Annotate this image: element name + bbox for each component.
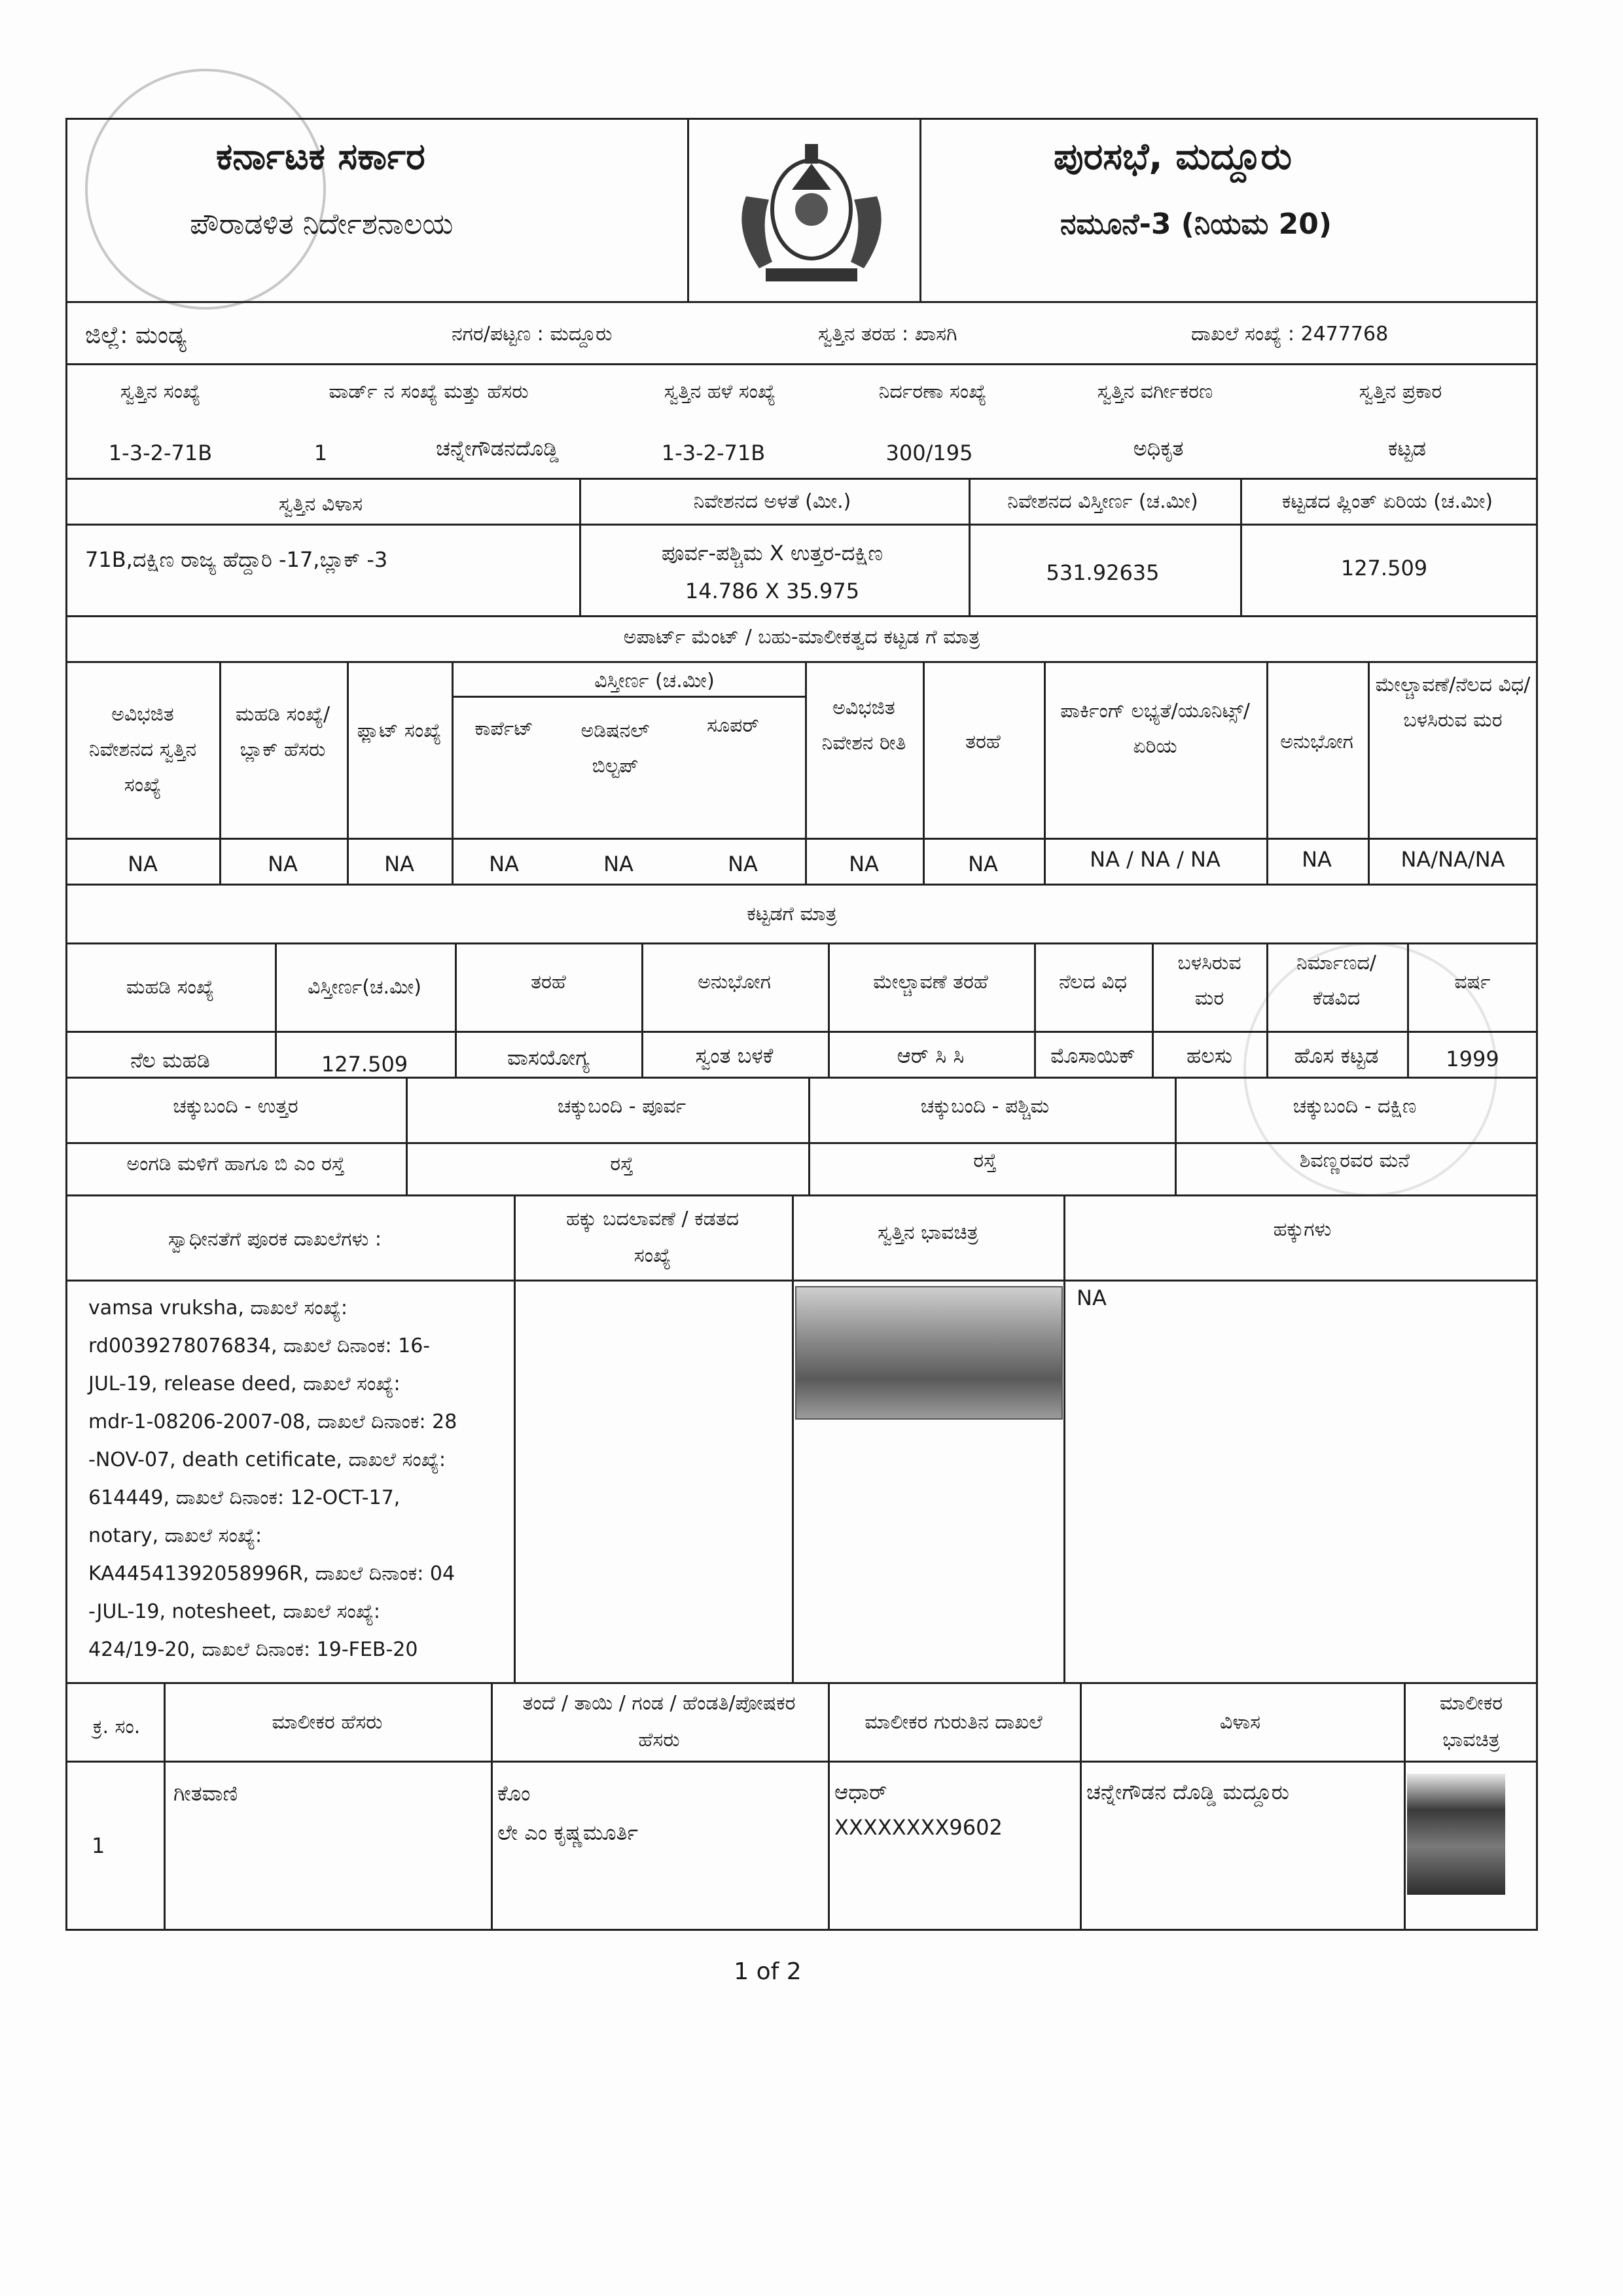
- bld-value-flooring: ಮೊಸಾಯಿಕ್: [1050, 1043, 1135, 1068]
- owner-header-photo: ಮಾಲೀಕರ ಭಾವಚಿತ್ರ: [1439, 1692, 1503, 1751]
- apt-header-type: ತರಹೆ: [965, 730, 1001, 753]
- classification: ಅಧಿಕೃತ: [1133, 436, 1184, 461]
- document-line: -JUL-19, notesheet, ದಾಖಲೆ ಸಂಖ್ಯೆ:: [88, 1600, 381, 1623]
- rights-header-change: ಹಕ್ಕು ಬದಲಾವಣೆ / ಕಡತದ ಸಂಖ್ಯೆ: [565, 1208, 740, 1267]
- rights-header-photo: ಸ್ವತ್ತಿನ ಭಾವಚಿತ್ರ: [878, 1221, 978, 1244]
- property-type: ಸ್ವತ್ತಿನ ತರಹ : ಖಾಸಗಿ: [818, 323, 957, 346]
- bld-value-roof: ಆರ್ ಸಿ ಸಿ: [897, 1043, 965, 1068]
- owner-id-number: XXXXXXXX9602: [834, 1815, 1003, 1840]
- district: ಜಿಲ್ಲೆ: ಮಂಡ್ಯ: [85, 322, 187, 349]
- rights-header-rights: ಹಕ್ಕುಗಳು: [1273, 1218, 1332, 1241]
- apt-value-carpet: NA: [489, 852, 519, 876]
- bld-header-floor: ಮಹಡಿ ಸಂಖ್ಯೆ: [126, 976, 215, 999]
- boundary-header-east: ಚಕ್ಕುಬಂದಿ - ಪೂರ್ವ: [557, 1095, 687, 1118]
- bld-value-type: ವಾಸಯೋಗ್ಯ: [507, 1045, 590, 1070]
- bld-header-construction: ನಿರ್ಮಾಣದ/ ಕೆಡವಿದ: [1296, 952, 1377, 1010]
- boundary-north: ಅಂಗಡಿ ಮಳಿಗೆ ಹಾಗೂ ಬಿ ಎಂ ರಸ್ತೆ: [126, 1153, 345, 1175]
- bld-header-flooring: ನೆಲದ ವಿಧ: [1058, 971, 1128, 994]
- document-line: rd0039278076834, ದಾಖಲೆ ದಿನಾಂಕ: 16-: [88, 1335, 431, 1357]
- owner-photo: [1407, 1774, 1505, 1895]
- header-site-area: ನಿವೇಶನದ ವಿಸ್ತೀರ್ಣ (ಚ.ಮೀ): [1007, 490, 1198, 513]
- boundary-south: ಶಿವಣ್ಣರವರ ಮನೆ: [1299, 1149, 1410, 1172]
- page-number: 1 of 2: [734, 1958, 802, 1985]
- header-ward: ವಾರ್ಡ್ ನ ಸಂಖ್ಯೆ ಮತ್ತು ಹೆಸರು: [329, 380, 529, 403]
- boundary-west: ರಸ್ತೆ: [973, 1149, 997, 1172]
- document-line: mdr-1-08206-2007-08, ದಾಖಲೆ ದಿನಾಂಕ: 28: [88, 1410, 457, 1433]
- bld-header-usage: ಅನುಭೋಗ: [698, 971, 771, 994]
- building-title: ಕಟ್ಟಡಗೆ ಮಾತ್ರ: [747, 903, 837, 925]
- measure-value: 14.786 X 35.975: [685, 579, 860, 603]
- bld-value-area: 127.509: [321, 1052, 408, 1077]
- header-site-measure: ನಿವೇಶನದ ಅಳತೆ (ಮೀ.): [693, 490, 851, 513]
- ward-name: ಚನ್ನೇಗೌಡನದೊಡ್ಡಿ: [435, 436, 560, 461]
- rights-value: NA: [1077, 1285, 1107, 1310]
- apt-value-additional: NA: [603, 852, 633, 876]
- bld-header-wood: ಬಳಸಿರುವ ಮರ: [1177, 952, 1241, 1010]
- owner-relation-name: ಲೇ ಎಂ ಕೃಷ್ಣಮೂರ್ತಿ: [497, 1820, 639, 1845]
- apartment-area-group: ವಿಸ್ತೀರ್ಣ (ಚ.ಮೀ): [594, 670, 715, 692]
- bld-header-type: ತರಹೆ: [531, 971, 566, 994]
- bld-value-construction: ಹೊಸ ಕಟ್ಟಡ: [1294, 1043, 1379, 1068]
- property-photo: [795, 1286, 1063, 1420]
- gov-subtitle: ಪೌರಾಡಳಿತ ನಿರ್ದೇಶನಾಲಯ: [190, 207, 454, 241]
- apt-header-additional: ಅಡಿಷನಲ್ ಬಿಲ್ಟಪ್: [580, 719, 650, 778]
- bld-value-year: 1999: [1446, 1047, 1499, 1071]
- document-line: notary, ದಾಖಲೆ ಸಂಖ್ಯೆ:: [88, 1524, 262, 1547]
- apt-header-usage: ಅನುಭೋಗ: [1280, 730, 1353, 753]
- document-line: vamsa vruksha, ದಾಖಲೆ ಸಂಖ್ಯೆ:: [88, 1297, 348, 1319]
- apt-header-parking: ಪಾರ್ಕಿಂಗ್ ಲಭ್ಯತೆ/ಯೂನಿಟ್ಸ್/ಏರಿಯ: [1060, 700, 1250, 758]
- apt-value-type: NA: [968, 852, 998, 876]
- bld-value-usage: ಸ್ವಂತ ಬಳಕೆ: [695, 1043, 774, 1068]
- owner-header-name: ಮಾಲೀಕರ ಹೆಸರು: [272, 1711, 383, 1734]
- header-plinth-area: ಕಟ್ಟಡದ ಪ್ಲಿಂತ್ ಏರಿಯ (ಚ.ಮೀ): [1281, 490, 1493, 513]
- boundary-header-north: ಚಕ್ಕುಬಂದಿ - ಉತ್ತರ: [173, 1095, 298, 1118]
- owner-relation-type: ಕೊಂ: [497, 1781, 531, 1806]
- bld-header-year: ವರ್ಷ: [1454, 971, 1491, 994]
- apt-value-roof-floor-wood: NA/NA/NA: [1400, 847, 1505, 872]
- bld-header-roof: ಮೇಲ್ಚಾವಣೆ ತರಹೆ: [873, 971, 988, 994]
- town: ನಗರ/ಪಟ್ಟಣ : ಮದ್ದೂರು: [452, 323, 613, 346]
- apt-header-roof-floor-wood: ಮೇಲ್ಚಾವಣೆ/ನೆಲದ ವಿಧ/ಬಳಸಿರುವ ಮರ: [1375, 673, 1531, 732]
- boundary-header-south: ಚಕ್ಕುಬಂದಿ - ದಕ್ಷಿಣ: [1293, 1095, 1417, 1118]
- assessment-number: 300/195: [885, 440, 973, 465]
- owner-header-address: ವಿಳಾಸ: [1219, 1711, 1261, 1734]
- document-line: KA44541392058996R, ದಾಖಲೆ ದಿನಾಂಕ: 04: [88, 1562, 455, 1585]
- boundary-header-west: ಚಕ್ಕುಬಂದಿ - ಪಶ್ಚಿಮ: [920, 1095, 1050, 1118]
- apartment-title: ಅಪಾರ್ಟ್ ಮೆಂಟ್ / ಬಹು-ಮಾಲೀಕತ್ವದ ಕಟ್ಟಡ ಗೆ ಮಾತ್ರ: [623, 626, 980, 649]
- bld-value-wood: ಹಲಸು: [1186, 1043, 1233, 1068]
- document-line: 614449, ದಾಖಲೆ ದಿನಾಂಕ: 12-OCT-17,: [88, 1486, 401, 1509]
- apt-value-flat-number: NA: [384, 852, 414, 876]
- apt-value-floor-block: NA: [268, 852, 298, 876]
- document-line: 424/19-20, ದಾಖಲೆ ದಿನಾಂಕ: 19-FEB-20: [88, 1638, 418, 1661]
- boundary-east: ರಸ್ತೆ: [610, 1153, 633, 1175]
- apt-header-undivided-number: ಅವಿಭಜಿತ ನಿವೇಶನದ ಸ್ವತ್ತಿನ ಸಂಖ್ಯೆ: [88, 703, 197, 797]
- apt-header-floor-block: ಮಹಡಿ ಸಂಖ್ಯೆ/ಬ್ಲಾಕ್ ಹೆಸರು: [235, 703, 330, 761]
- apt-header-flat-number: ಫ್ಲಾಟ್ ಸಂಖ್ಯೆ: [357, 719, 442, 742]
- header-property-number: ಸ್ವತ್ತಿನ ಸಂಖ್ಯೆ: [120, 380, 201, 403]
- property-number: 1-3-2-71B: [108, 440, 213, 465]
- gov-title: ಕರ್ನಾಟಕ ಸರ್ಕಾರ: [216, 135, 425, 178]
- header-address: ಸ್ವತ್ತಿನ ವಿಳಾಸ: [278, 493, 363, 516]
- apt-value-undivided-type: NA: [849, 852, 879, 876]
- rights-header-documents: ಸ್ವಾಧೀನತೆಗೆ ಪೂರಕ ದಾಖಲೆಗಳು :: [168, 1228, 382, 1251]
- owner-header-relation: ತಂದೆ / ತಾಯಿ / ಗಂಡ / ಹೆಂಡತಿ/ಪೋಷಕರ ಹೆಸರು: [522, 1692, 796, 1751]
- plinth-area-value: 127.509: [1340, 556, 1428, 581]
- header-old-number: ಸ್ವತ್ತಿನ ಹಳೆ ಸಂಖ್ಯೆ: [664, 380, 776, 403]
- apt-value-parking: NA / NA / NA: [1090, 847, 1221, 872]
- header-classification: ಸ್ವತ್ತಿನ ವರ್ಗೀಕರಣ: [1097, 380, 1213, 403]
- header-property-kind: ಸ್ವತ್ತಿನ ಪ್ರಕಾರ: [1359, 380, 1442, 403]
- supporting-documents-list: [88, 1289, 514, 1669]
- property-kind: ಕಟ್ಟಡ: [1388, 436, 1426, 461]
- record-number: ದಾಖಲೆ ಸಂಖ್ಯೆ : 2477768: [1191, 323, 1389, 346]
- office-title: ಪುರಸಭೆ, ಮದ್ದೂರು: [1054, 135, 1292, 178]
- measure-label: ಪೂರ್ವ-ಪಶ್ಚಿಮ X ಉತ್ತರ-ದಕ್ಷಿಣ: [661, 541, 883, 565]
- document-line: JUL-19, release deed, ದಾಖಲೆ ಸಂಖ್ಯೆ:: [88, 1372, 401, 1395]
- property-address: 71B,ದಕ್ಷಿಣ ರಾಜ್ಯ ಹೆದ್ದಾರಿ -17,ಬ್ಲಾಕ್ -3: [85, 547, 388, 572]
- apt-header-super: ಸೂಪರ್: [707, 714, 759, 737]
- owner-address: ಚನ್ನೇಗೌಡನ ದೊಡ್ಡಿ ಮದ್ದೂರು: [1086, 1780, 1289, 1804]
- ward-number: 1: [313, 440, 328, 465]
- apt-header-undivided-type: ಅವಿಭಜಿತ ನಿವೇಶನ ರೀತಿ: [821, 696, 906, 755]
- apt-value-super: NA: [728, 852, 758, 876]
- header-assessment-number: ನಿರ್ದರಣಾ ಸಂಖ್ಯೆ: [878, 380, 987, 403]
- apt-value-usage: NA: [1302, 847, 1332, 872]
- document-line: -NOV-07, death cetificate, ದಾಖಲೆ ಸಂಖ್ಯೆ:: [88, 1448, 446, 1471]
- bld-value-floor: ನೆಲ ಮಹಡಿ: [130, 1048, 210, 1073]
- old-number: 1-3-2-71B: [661, 440, 766, 465]
- apt-value-undivided-number: NA: [128, 852, 158, 876]
- owner-name: ಗೀತವಾಣಿ: [173, 1781, 238, 1806]
- bld-header-area: ವಿಸ್ತೀರ್ಣ(ಚ.ಮೀ): [307, 976, 422, 999]
- form-name: ನಮೂನೆ-3 (ನಿಯಮ 20): [1060, 207, 1332, 241]
- owner-header-id: ಮಾಲೀಕರ ಗುರುತಿನ ದಾಖಲೆ: [865, 1711, 1043, 1734]
- owner-header-sno: ಕ್ರ. ಸಂ.: [92, 1715, 141, 1738]
- owner-sno: 1: [92, 1833, 105, 1858]
- site-area-value: 531.92635: [1046, 560, 1160, 585]
- owner-id-type: ಆಧಾರ್: [834, 1780, 887, 1804]
- apt-header-carpet: ಕಾರ್ಪೆಟ್: [474, 717, 533, 740]
